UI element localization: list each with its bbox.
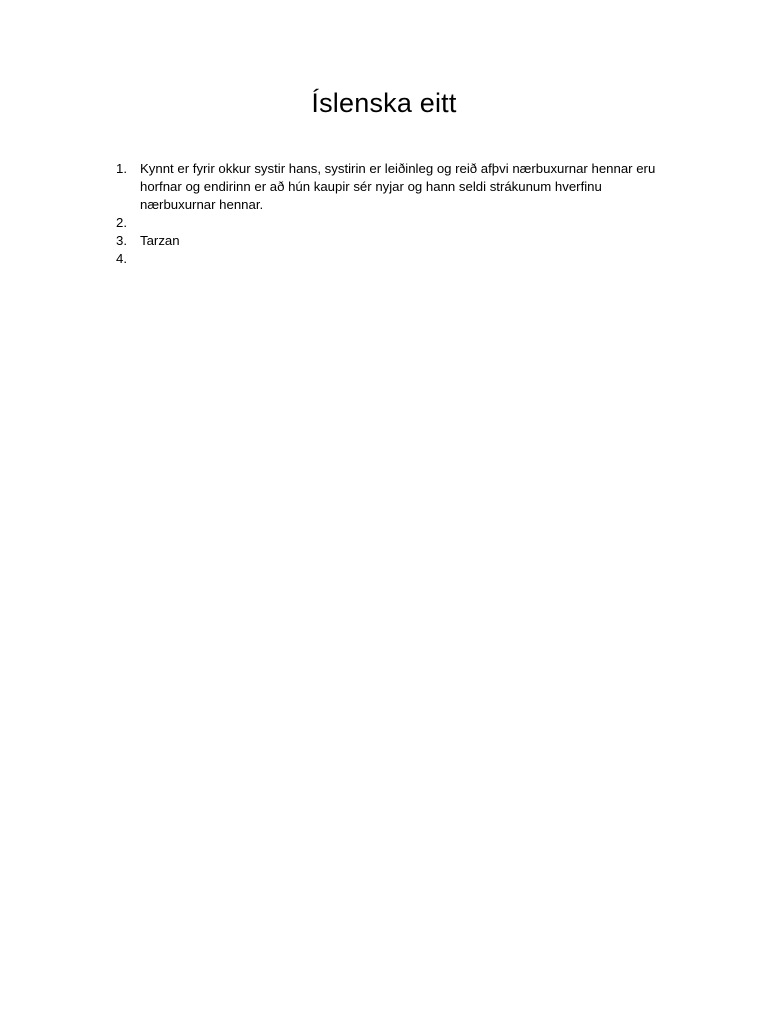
numbered-list [116,160,676,268]
list-item [116,160,676,214]
list-item-number: 3. [116,233,127,248]
list-item-text: Tarzan [140,233,180,248]
list-item-text: Kynnt er fyrir okkur systir hans, systirin er leiðinleg og reið afþvi nærbuxurnar hennar eru horfnar og endirinn er að hún kaupir sér nyjar og hann seldi strákunum hverfinu nærbuxurnar hennar. [140,161,656,212]
document-title: Íslenska eitt [311,88,457,118]
list-item [116,214,676,232]
list-item-number: 1. [116,161,127,176]
list-item [116,250,676,268]
list-item [116,232,676,250]
list-item-number: 4. [116,251,127,266]
list-item-number: 2. [116,215,127,230]
